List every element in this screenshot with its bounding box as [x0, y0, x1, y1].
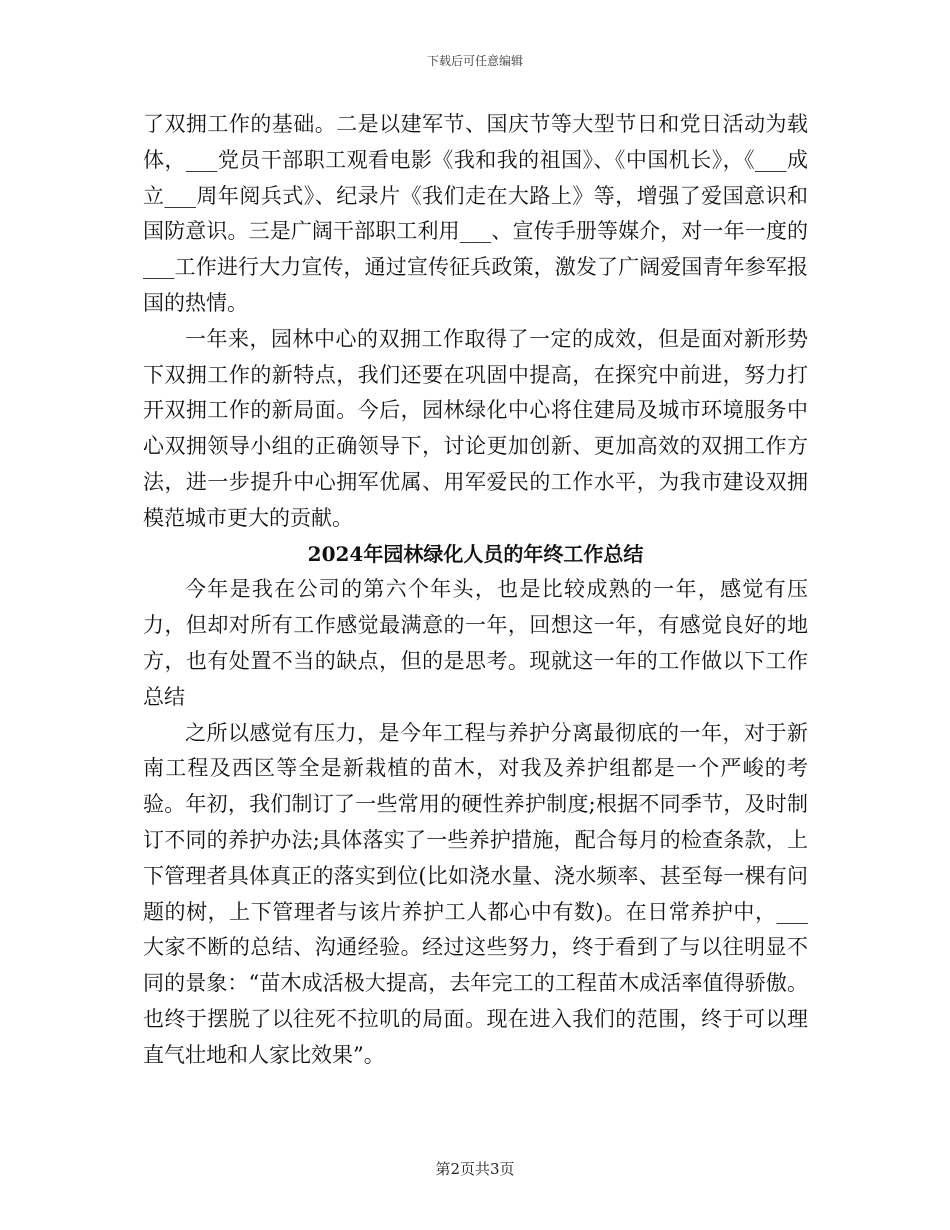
paragraph-continuation: 了双拥工作的基础。二是以建军节、国庆节等大型节日和党日活动为载体，___党员干部职工观看电影《我和我的祖国》、《中国机长》，《___成立___周年阅兵式》、纪录片《我们走在大路上》等，增强了爱国意识和国防意识。三是广阔干部职工利用___、宣传手册等媒介，对一年一度的___工作进行大力宣传，通过宣传征兵政策，激发了广阔爱国青年参军报国的热情。 — [143, 112, 808, 315]
paragraph-outlook: 一年来，园林中心的双拥工作取得了一定的成效，但是面对新形势下双拥工作的新特点，我们还要在巩固中提高，在探究中前进，努力打开双拥工作的新局面。今后，园林绿化中心将住建局及城市环境服务中心双拥领导小组的正确领导下，讨论更加创新、更加高效的双拥工作方法，进一步提升中心拥军优属、用军爱民的工作水平，为我市建设双拥模范城市更大的贡献。 — [143, 326, 808, 530]
paragraph-pressure: 之所以感觉有压力，是今年工程与养护分离最彻底的一年，对于新南工程及西区等全是新栽植的苗木，对我及养护组都是一个严峻的考验。年初，我们制订了一些常用的硬性养护制度;根据不同季节，及时制订不同的养护办法;具体落实了一些养护措施，配合每月的检查条款，上下管理者具体真正的落实到位(比如浇水量、浇水频率、甚至每一棵有问题的树，上下管理者与该片养护工人都心中有数)。在日常养护中，___大家不断的总结、沟通经验。经过这些努力，终于看到了与以往明显不同的景象：“苗木成活极大提高，去年完工的工程苗木成活率值得骄傲。也终于摆脱了以往死不拉叽的局面。现在进入我们的范围，终于可以理直气壮地和人家比效果”。 — [143, 720, 808, 1067]
page-number: 第2页共3页 — [435, 1160, 515, 1178]
page-header: 下载后可任意编辑 — [426, 54, 523, 68]
document-body — [143, 107, 808, 1074]
paragraph-intro: 今年是我在公司的第六个年头，也是比较成熟的一年，感觉有压力，但却对所有工作感觉最满意的一年，回想这一年，有感觉良好的地方，也有处置不当的缺点，但的是思考。现就这一年的工作做以下工作总结 — [143, 577, 808, 709]
section-title: 2024年园林绿化人员的年终工作总结 — [307, 541, 644, 566]
